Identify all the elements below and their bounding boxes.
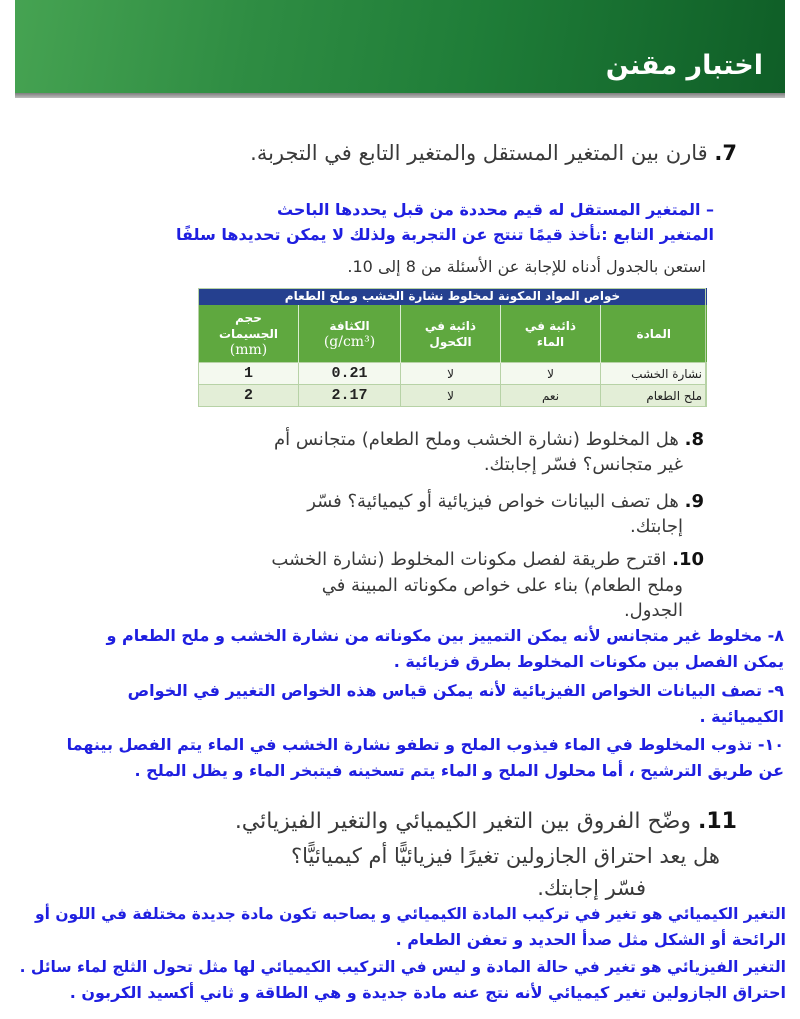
cell-density: 0.21 bbox=[299, 363, 401, 385]
answer-8-line-1: ٨- مخلوط غير متجانس لأنه يمكن التمييز بين مكوناته من نشارة الخشب و ملح الطعام و bbox=[106, 626, 784, 645]
table-row bbox=[199, 363, 707, 385]
question-11-line-2: هل يعد احتراق الجازولين تغيرًا فيزيائيًّا أم كيميائيًّا؟ bbox=[290, 844, 720, 868]
answer-11-line-4: احتراق الجازولين تغير كيميائي لأنه نتج عنه مادة جديدة و هي الطاقة و ثاني أكسيد الكربون . bbox=[69, 983, 786, 1002]
cell-alcohol: لا bbox=[401, 363, 501, 385]
answer-8-line-2: يمكن الفصل بين مكونات المخلوط بطرق فزيائية . bbox=[393, 652, 784, 671]
question-11 bbox=[157, 806, 737, 838]
answer-11-line-1: التغير الكيميائي هو تغير في تركيب المادة الكيميائي و يصاحبه تكون مادة جديدة مختلفة في اللون أو bbox=[34, 905, 786, 923]
question-text: اقترح طريقة لفصل مكونات المخلوط (نشارة الخشب bbox=[271, 549, 667, 570]
table-title: خواص المواد المكونة لمخلوط نشارة الخشب وملح الطعام bbox=[199, 288, 707, 305]
question-text: هل تصف البيانات خواص فيزيائية أو كيميائية؟ فسّر bbox=[307, 491, 679, 512]
question-number: 11. bbox=[698, 809, 737, 834]
cell-density: 2.17 bbox=[299, 385, 401, 407]
cell-alcohol: لا bbox=[401, 385, 501, 407]
question-10-line-2: وملح الطعام) بناء على خواص مكوناته المبينة في bbox=[321, 575, 683, 596]
answer-7-line-1: – المتغير المستقل له قيم محددة من قبل يحددها الباحث bbox=[276, 200, 714, 219]
table-row bbox=[199, 385, 707, 407]
answer-10-line-1: ١٠- تذوب المخلوط في الماء فيذوب الملح و تطفو نشارة الخشب في الماء يتم الفصل بينهما bbox=[66, 735, 784, 754]
question-number: 9. bbox=[684, 491, 704, 512]
answer-10-line-2: عن طريق الترشيح ، أما محلول الملح و الماء يتم تسخينه فيتبخر الماء و يظل الملح . bbox=[134, 761, 784, 780]
question-10-line-3: الجدول. bbox=[623, 600, 683, 621]
question-7 bbox=[177, 138, 737, 168]
column-header-density: الكثافة (g/cm³) bbox=[299, 305, 401, 363]
question-text: قارن بين المتغير المستقل والمتغير التابع في التجربة. bbox=[250, 141, 708, 165]
header-divider bbox=[15, 93, 785, 98]
question-10 bbox=[184, 547, 704, 573]
cell-particle-size: 1 bbox=[199, 363, 299, 385]
cell-particle-size: 2 bbox=[199, 385, 299, 407]
question-9 bbox=[184, 489, 704, 515]
column-header-alcohol-soluble: ذائبة في الكحول bbox=[401, 305, 501, 363]
properties-table bbox=[198, 288, 706, 407]
cell-material: نشارة الخشب bbox=[601, 363, 707, 385]
column-header-particle-size: حجم الجسيمات (mm) bbox=[199, 305, 299, 363]
question-text: وضّح الفروق بين التغير الكيميائي والتغير الفيزيائي. bbox=[234, 809, 692, 834]
column-header-material: المادة bbox=[601, 305, 707, 363]
cell-material: ملح الطعام bbox=[601, 385, 707, 407]
column-header-water-soluble: ذائبة في الماء bbox=[501, 305, 601, 363]
cell-water: نعم bbox=[501, 385, 601, 407]
question-text: هل المخلوط (نشارة الخشب وملح الطعام) متجانس أم bbox=[273, 429, 679, 450]
question-number: 10. bbox=[672, 549, 704, 570]
answer-11-line-2: الرائحة أو الشكل مثل صدأ الحديد و تعفن الطعام . bbox=[395, 930, 786, 949]
cell-water: لا bbox=[501, 363, 601, 385]
question-8 bbox=[184, 427, 704, 453]
answer-9-line-1: ٩- تصف البيانات الخواص الفيزيائية لأنه يمكن قياس هذه الخواص التغيير في الخواص bbox=[127, 681, 784, 700]
answer-7-line-2: المتغير التابع :نأخذ قيمًا تنتج عن التجربة ولذلك لا يمكن تحديدها سلفًا bbox=[176, 225, 714, 244]
answer-11-line-3: التغير الفيزيائي هو تغير في حالة المادة و ليس في التركيب الكيميائي لها مثل تحول الثلج لماء سائل . bbox=[19, 958, 786, 976]
question-number: 8. bbox=[684, 429, 704, 450]
question-11-line-3: فسّر إجابتك. bbox=[537, 876, 646, 900]
table-header-row bbox=[199, 305, 707, 363]
table-intro: استعن بالجدول أدناه للإجابة عن الأسئلة من 8 إلى 10. bbox=[347, 257, 706, 276]
question-number: 7. bbox=[714, 141, 737, 165]
question-8-line-2: غير متجانس؟ فسّر إجابتك. bbox=[483, 454, 683, 475]
answer-9-line-2: الكيميائية . bbox=[699, 707, 784, 726]
question-9-line-2: إجابتك. bbox=[630, 516, 683, 537]
page-title: اختبار مقنن bbox=[605, 50, 763, 81]
header-banner bbox=[15, 0, 785, 93]
